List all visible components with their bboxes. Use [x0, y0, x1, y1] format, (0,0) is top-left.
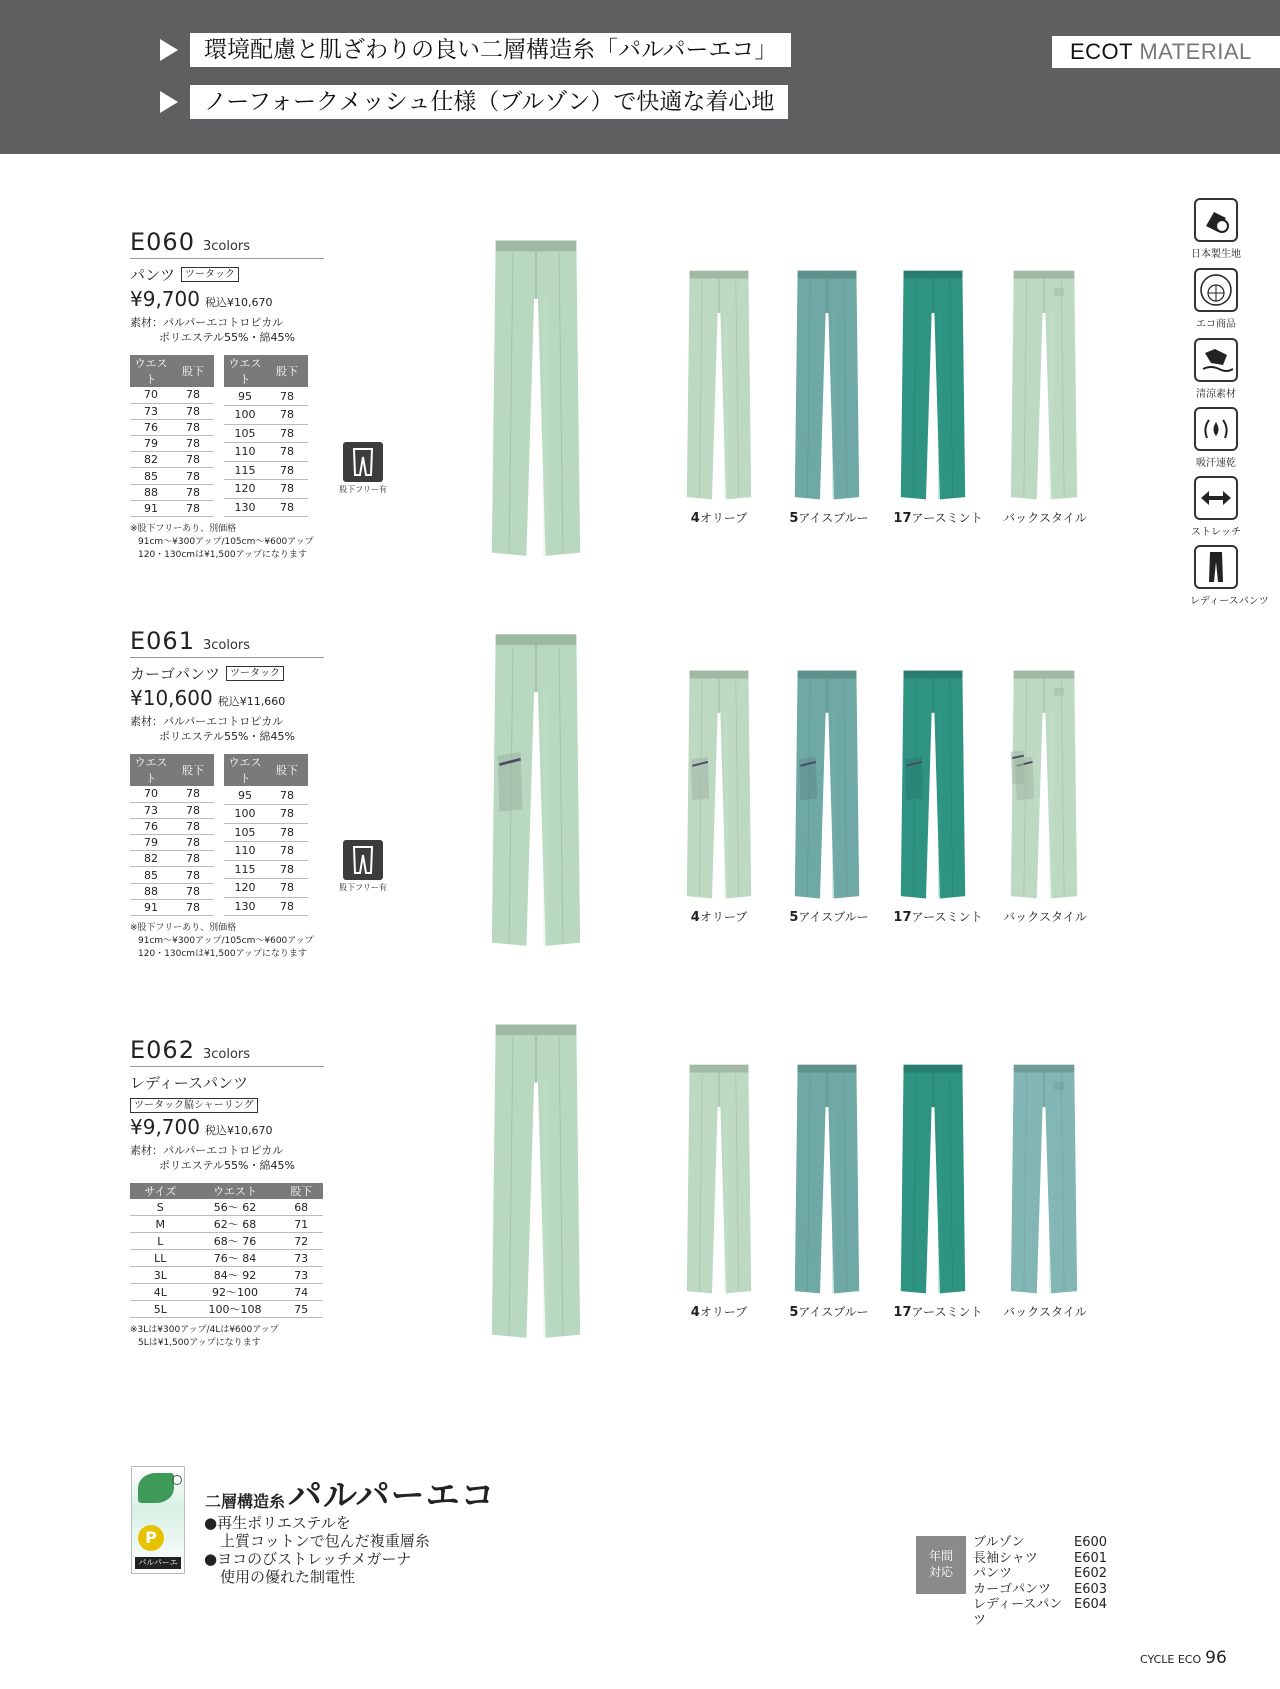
table-row — [130, 419, 214, 435]
product-name: カーゴパンツ — [130, 665, 221, 683]
palper-logo-icon: P — [138, 1525, 164, 1551]
table-cell: 78 — [266, 406, 308, 425]
table-row — [130, 1284, 323, 1301]
table-cell: 79 — [130, 436, 172, 452]
header-band — [0, 0, 1280, 154]
material-line-1: 素材：パルパーエコトロピカル — [130, 715, 284, 728]
table-cell: 88 — [130, 883, 172, 899]
table-cell: 84～ 92 — [191, 1267, 280, 1284]
product-material — [130, 714, 324, 744]
product-e061 — [130, 627, 324, 961]
table-cell: 78 — [172, 867, 214, 883]
note-line: 91cm～¥300アップ/105cm～¥600アップ — [138, 936, 314, 946]
color-number: 17 — [893, 1305, 912, 1320]
product-name: レディースパンツ — [130, 1074, 249, 1092]
product-colors: 3colors — [202, 239, 251, 254]
side-badge-ladies — [1190, 545, 1269, 607]
th-inseam: 股下 — [279, 1183, 323, 1199]
table-row — [224, 805, 308, 824]
pants-back-style — [1008, 666, 1080, 900]
table-cell: 91 — [130, 899, 172, 915]
table-row — [224, 406, 308, 425]
feature-bullet-1 — [160, 33, 791, 67]
pants-main-photo — [488, 1018, 584, 1340]
note-line: 5Lは¥1,500アップになります — [138, 1338, 261, 1348]
table-cell: 3L — [130, 1267, 191, 1284]
product-colors: 3colors — [202, 638, 251, 653]
table-cell: 88 — [130, 484, 172, 500]
table-cell: 78 — [172, 883, 214, 899]
table-row — [130, 1216, 323, 1233]
th-inseam: 股下 — [266, 355, 308, 387]
table-cell: 70 — [130, 387, 172, 403]
color-number: 5 — [789, 910, 799, 925]
table-cell: 110 — [224, 842, 266, 861]
side-badge-cool — [1190, 338, 1242, 400]
triangle-icon — [160, 39, 178, 61]
table-cell: 82 — [130, 851, 172, 867]
table-cell: 78 — [172, 387, 214, 403]
table-cell: L — [130, 1233, 191, 1250]
leaf-icon — [138, 1473, 174, 1503]
ladies-pants-icon — [1194, 545, 1238, 589]
table-row — [224, 897, 308, 916]
pants-olive — [684, 666, 754, 900]
table-cell: 78 — [172, 500, 214, 516]
table-cell: 56～ 62 — [191, 1199, 280, 1216]
table-cell: 120 — [224, 480, 266, 499]
table-cell: 70 — [130, 786, 172, 802]
note-line: ※股下フリーあり、別価格 — [130, 524, 237, 534]
cool-material-icon — [1194, 338, 1238, 382]
series-item-code: E603 — [1074, 1581, 1108, 1597]
table-cell: 100 — [224, 805, 266, 824]
triangle-icon — [160, 91, 178, 113]
caption-iceblue — [769, 908, 889, 925]
table-cell: 85 — [130, 468, 172, 484]
feature-text-2: ノーフォークメッシュ仕様（ブルゾン）で快適な着心地 — [190, 85, 788, 119]
table-cell: 78 — [266, 480, 308, 499]
table-cell: 78 — [172, 436, 214, 452]
product-code: E061 — [130, 627, 195, 655]
pants-olive — [684, 266, 754, 501]
size-table-right — [224, 754, 308, 916]
th-inseam: 股下 — [172, 355, 214, 387]
page-footer — [1140, 1648, 1227, 1668]
table-cell: 78 — [266, 387, 308, 406]
table-cell: 78 — [172, 484, 214, 500]
table-row — [130, 1267, 323, 1284]
series-row — [973, 1535, 1107, 1551]
brand-prefix: 二層構造糸 — [205, 1492, 286, 1511]
table-cell: 120 — [224, 879, 266, 898]
table-cell: 76 — [130, 419, 172, 435]
material-line-2: ポリエステル55%・綿45% — [159, 1159, 295, 1172]
product-tag: ツータック脇シャーリング — [130, 1098, 258, 1113]
th-inseam: 股下 — [266, 754, 308, 786]
color-name: オリーブ — [699, 910, 748, 924]
feature-line: 上質コットンで包んだ複重層糸 — [220, 1532, 430, 1550]
table-cell: 78 — [172, 468, 214, 484]
table-cell: 78 — [266, 879, 308, 898]
side-badge-label: エコ商品 — [1196, 319, 1236, 330]
product-material — [130, 1143, 324, 1173]
table-cell: 85 — [130, 867, 172, 883]
table-cell: 68～ 76 — [191, 1233, 280, 1250]
series-item-name: ブルゾン — [973, 1535, 1025, 1550]
ecot-material-label — [1052, 36, 1280, 68]
table-cell: 130 — [224, 498, 266, 517]
mark-icon — [172, 1475, 182, 1485]
color-name: アイスブルー — [798, 511, 869, 525]
table-cell: 78 — [266, 498, 308, 517]
table-row — [130, 883, 214, 899]
color-name: アイスブルー — [798, 1305, 869, 1319]
table-cell: S — [130, 1199, 191, 1216]
th-waist: ウエスト — [224, 754, 266, 786]
product-price: ¥9,700 — [130, 287, 200, 311]
feature-line: 使用の優れた制電性 — [220, 1568, 356, 1586]
product-tax-price: 税込¥10,670 — [204, 1124, 273, 1137]
table-row — [130, 867, 214, 883]
table-cell: 72 — [279, 1233, 323, 1250]
th-waist: ウエスト — [191, 1183, 280, 1199]
color-number: 4 — [690, 511, 700, 526]
pants-iceblue — [792, 666, 862, 900]
table-row — [224, 387, 308, 406]
color-number: 5 — [789, 1305, 799, 1320]
series-item-code: E604 — [1074, 1597, 1108, 1612]
series-row — [973, 1582, 1107, 1598]
table-cell: 62～ 68 — [191, 1216, 280, 1233]
caption-back-style — [985, 908, 1105, 925]
table-row — [130, 899, 214, 915]
page-number: 96 — [1205, 1648, 1227, 1668]
table-cell: 78 — [266, 443, 308, 462]
table-cell: 92～100 — [191, 1284, 280, 1301]
material-line-1: 素材：パルパーエコトロピカル — [130, 316, 284, 329]
table-row — [130, 436, 214, 452]
table-cell: 73 — [279, 1250, 323, 1267]
color-name: アイスブルー — [798, 910, 869, 924]
material-line-1: 素材：パルパーエコトロピカル — [130, 1144, 284, 1157]
feature-text-1: 環境配慮と肌ざわりの良い二層構造糸「パルパーエコ」 — [190, 33, 791, 67]
table-cell: 76 — [130, 818, 172, 834]
th-waist: ウエスト — [130, 355, 172, 387]
table-row — [130, 387, 214, 403]
table-cell: 130 — [224, 897, 266, 916]
pants-earthmint — [898, 266, 968, 501]
table-row — [130, 452, 214, 468]
table-cell: 78 — [266, 805, 308, 824]
side-badge-stretch — [1190, 476, 1242, 538]
series-item-code: E600 — [1074, 1535, 1108, 1550]
pants-icon — [343, 442, 383, 482]
side-badge-sweat-dry — [1190, 407, 1242, 469]
table-row — [224, 443, 308, 462]
table-row — [224, 879, 308, 898]
table-cell: 78 — [266, 424, 308, 443]
color-number: 4 — [690, 1305, 700, 1320]
table-cell: 78 — [266, 461, 308, 480]
table-row — [224, 480, 308, 499]
table-row — [130, 802, 214, 818]
size-table-left — [130, 355, 214, 517]
product-code: E060 — [130, 228, 195, 256]
feature-line: ●ヨコのびストレッチメガーナ — [204, 1550, 412, 1568]
size-table-left — [130, 754, 214, 916]
table-row — [224, 461, 308, 480]
table-cell: 78 — [172, 419, 214, 435]
caption-earthmint — [878, 1303, 998, 1320]
caption-olive — [659, 908, 779, 925]
pants-iceblue — [792, 1060, 862, 1295]
th-inseam: 股下 — [172, 754, 214, 786]
material-line-2: ポリエステル55%・綿45% — [159, 331, 295, 344]
color-name: アースミント — [911, 910, 983, 924]
table-cell: 78 — [266, 786, 308, 805]
table-cell: 82 — [130, 452, 172, 468]
table-cell: 78 — [266, 860, 308, 879]
pants-main-photo — [488, 628, 584, 948]
table-row — [130, 403, 214, 419]
pants-olive — [684, 1060, 754, 1295]
inseam-free-label: 股下フリー有 — [339, 485, 387, 494]
table-cell: 73 — [130, 802, 172, 818]
table-cell: 78 — [172, 452, 214, 468]
table-cell: 68 — [279, 1199, 323, 1216]
pants-earthmint — [898, 666, 968, 900]
product-e062 — [130, 1036, 324, 1350]
table-row — [224, 786, 308, 805]
feature-line: ●再生ポリエステルを — [204, 1514, 351, 1532]
table-row — [224, 498, 308, 517]
table-cell: 75 — [279, 1301, 323, 1318]
caption-iceblue — [769, 1303, 889, 1320]
th-waist: ウエスト — [130, 754, 172, 786]
note-line: 91cm～¥300アップ/105cm～¥600アップ — [138, 537, 314, 547]
season-line: 年間 — [928, 1549, 953, 1563]
color-name: アースミント — [911, 511, 983, 525]
color-name: バックスタイル — [1003, 910, 1087, 924]
table-cell: 71 — [279, 1216, 323, 1233]
table-row — [224, 842, 308, 861]
note-line: ※股下フリーあり、別価格 — [130, 923, 237, 933]
table-cell: 73 — [130, 403, 172, 419]
table-cell: 110 — [224, 443, 266, 462]
pants-icon — [343, 840, 383, 880]
season-badge — [916, 1536, 966, 1594]
material-line-2: ポリエステル55%・綿45% — [159, 730, 295, 743]
color-name: アースミント — [911, 1305, 983, 1319]
size-note — [130, 922, 324, 961]
table-row — [130, 484, 214, 500]
caption-earthmint — [878, 509, 998, 526]
series-item-code: E602 — [1074, 1566, 1108, 1581]
feature-bullet-2 — [160, 85, 788, 119]
size-table — [130, 1183, 323, 1318]
table-row — [130, 786, 214, 802]
series-item-name: 長袖シャツ — [973, 1550, 1038, 1566]
side-badge-label: 吸汗速乾 — [1196, 458, 1236, 469]
brand-name: パルパーエコ — [288, 1476, 496, 1516]
table-cell: 76～ 84 — [191, 1250, 280, 1267]
table-row — [130, 1233, 323, 1250]
table-cell: 78 — [172, 851, 214, 867]
product-tax-price: 税込¥10,670 — [204, 296, 273, 309]
series-row — [973, 1597, 1107, 1628]
size-note — [130, 1324, 324, 1350]
table-cell: 78 — [266, 823, 308, 842]
product-code: E062 — [130, 1036, 195, 1064]
th-size: サイズ — [130, 1183, 191, 1199]
side-badge-japan-fabric — [1190, 198, 1242, 260]
color-name: バックスタイル — [1003, 511, 1087, 525]
inseam-free-badge — [337, 840, 389, 893]
product-material — [130, 315, 324, 345]
product-price: ¥10,600 — [130, 686, 213, 710]
table-cell: M — [130, 1216, 191, 1233]
caption-back-style — [985, 509, 1105, 526]
series-item-code: E601 — [1074, 1550, 1108, 1566]
product-tag: ツータック — [226, 666, 284, 681]
brand-title — [205, 1468, 496, 1517]
table-cell: 78 — [266, 897, 308, 916]
caption-olive — [659, 1303, 779, 1320]
table-row — [130, 1301, 323, 1318]
th-waist: ウエスト — [224, 355, 266, 387]
table-row — [130, 818, 214, 834]
fabric-roll-icon — [1194, 198, 1238, 242]
table-cell: 4L — [130, 1284, 191, 1301]
table-row — [130, 1199, 323, 1216]
side-badge-eco — [1190, 268, 1242, 330]
table-cell: 5L — [130, 1301, 191, 1318]
table-row — [130, 468, 214, 484]
table-row — [224, 424, 308, 443]
series-row — [973, 1566, 1107, 1582]
series-item-name: カーゴパンツ — [973, 1581, 1052, 1597]
side-badge-label: 日本製生地 — [1191, 249, 1241, 260]
pants-main-photo — [488, 234, 584, 558]
color-name: オリーブ — [699, 1305, 748, 1319]
table-cell: 74 — [279, 1284, 323, 1301]
table-row — [130, 835, 214, 851]
product-e060 — [130, 228, 324, 562]
stretch-arrows-icon — [1194, 476, 1238, 520]
color-name: オリーブ — [699, 511, 748, 525]
table-cell: 78 — [172, 835, 214, 851]
series-item-name: レディースパンツ — [973, 1597, 1063, 1628]
pants-iceblue — [792, 266, 862, 501]
table-cell: 78 — [172, 818, 214, 834]
table-cell: 79 — [130, 835, 172, 851]
product-colors: 3colors — [202, 1047, 251, 1062]
product-price: ¥9,700 — [130, 1115, 200, 1139]
note-line: 120・130cmは¥1,500アップになります — [138, 949, 307, 959]
note-line: 120・130cmは¥1,500アップになります — [138, 550, 307, 560]
color-number: 17 — [893, 511, 912, 526]
color-number: 4 — [690, 910, 700, 925]
series-item-name: パンツ — [973, 1566, 1013, 1581]
table-cell: 78 — [172, 899, 214, 915]
side-badge-label: ストレッチ — [1191, 527, 1241, 538]
table-row — [130, 851, 214, 867]
table-cell: 100～108 — [191, 1301, 280, 1318]
inseam-free-label: 股下フリー有 — [339, 883, 387, 892]
caption-iceblue — [769, 509, 889, 526]
table-row — [224, 823, 308, 842]
table-cell: 78 — [266, 842, 308, 861]
ecot-label: ECOT — [1070, 39, 1133, 64]
side-badge-label: 清涼素材 — [1196, 389, 1236, 400]
palper-eco-package — [131, 1466, 185, 1579]
material-label: MATERIAL — [1139, 39, 1252, 64]
table-cell: 91 — [130, 500, 172, 516]
sweat-dry-icon — [1194, 407, 1238, 451]
series-list — [973, 1535, 1107, 1628]
footer-label: CYCLE ECO — [1140, 1653, 1202, 1666]
color-number: 5 — [789, 511, 799, 526]
table-cell: 95 — [224, 387, 266, 406]
inseam-free-badge — [337, 442, 389, 495]
brand-features — [204, 1514, 430, 1586]
size-table-right — [224, 355, 308, 517]
product-name: パンツ — [130, 266, 176, 284]
caption-back-style — [985, 1303, 1105, 1320]
table-cell: 73 — [279, 1267, 323, 1284]
table-cell: 78 — [172, 403, 214, 419]
table-cell: LL — [130, 1250, 191, 1267]
table-cell: 100 — [224, 406, 266, 425]
table-cell: 105 — [224, 424, 266, 443]
table-cell: 78 — [172, 786, 214, 802]
table-row — [224, 860, 308, 879]
size-note — [130, 523, 324, 562]
recycle-globe-icon — [1194, 268, 1238, 312]
color-name: バックスタイル — [1003, 1305, 1087, 1319]
product-tax-price: 税込¥11,660 — [217, 695, 286, 708]
color-number: 17 — [893, 910, 912, 925]
table-row — [130, 1250, 323, 1267]
season-line: 対応 — [928, 1565, 953, 1579]
caption-olive — [659, 509, 779, 526]
table-cell: 105 — [224, 823, 266, 842]
table-cell: 115 — [224, 461, 266, 480]
caption-earthmint — [878, 908, 998, 925]
pants-back-style — [1008, 266, 1080, 501]
table-cell: 115 — [224, 860, 266, 879]
series-row — [973, 1551, 1107, 1567]
table-cell: 78 — [172, 802, 214, 818]
side-badge-label: レディースパンツ — [1190, 596, 1269, 607]
table-cell: 95 — [224, 786, 266, 805]
product-tag: ツータック — [181, 267, 239, 282]
pants-earthmint — [898, 1060, 968, 1295]
table-row — [130, 500, 214, 516]
pants-back-style — [1008, 1060, 1080, 1295]
package-name: パルパーエコ — [135, 1557, 181, 1569]
note-line: ※3Lは¥300アップ/4Lは¥600アップ — [130, 1325, 279, 1335]
